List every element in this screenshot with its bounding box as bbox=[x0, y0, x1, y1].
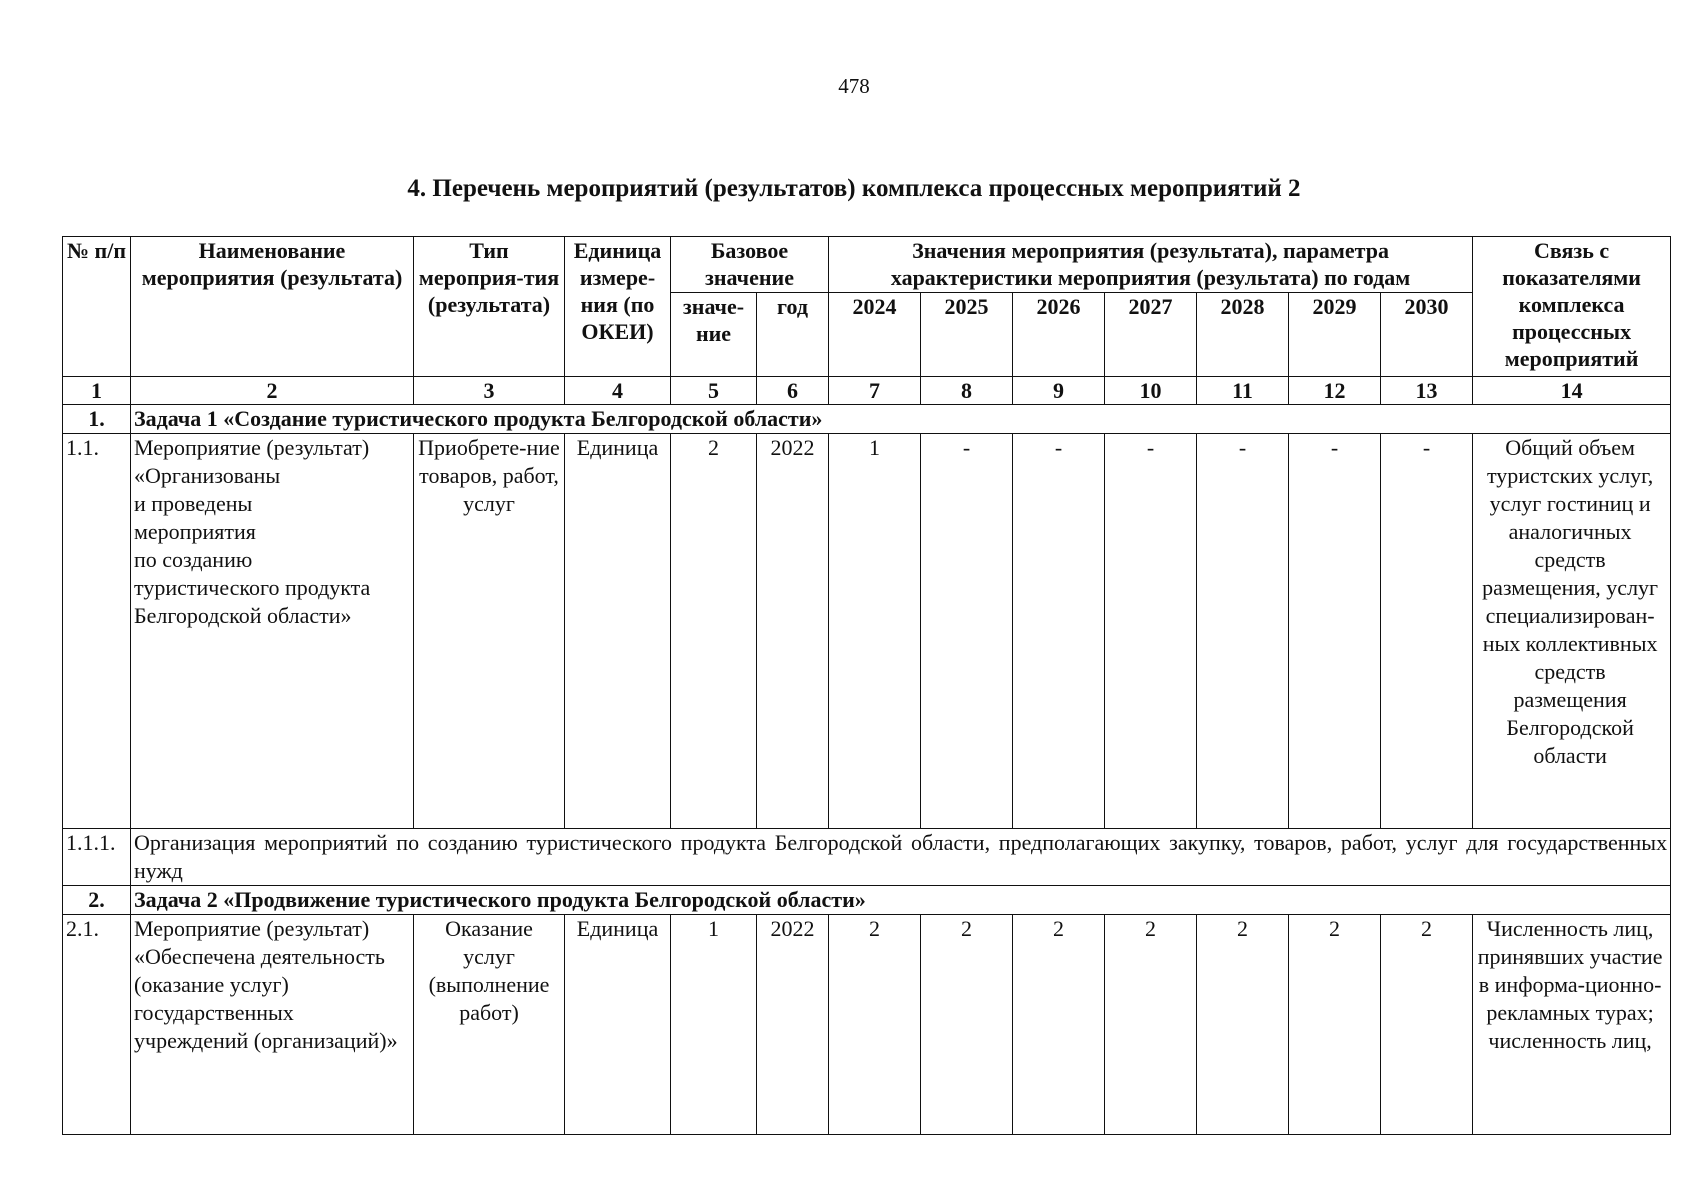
task-2-row bbox=[63, 886, 1671, 915]
year-value: 2 bbox=[1289, 915, 1381, 1135]
table-row-1-1 bbox=[63, 434, 1671, 829]
year-value: 2 bbox=[1197, 915, 1289, 1135]
header-unit: Единица измере-ния (по ОКЕИ) bbox=[565, 237, 671, 377]
table-row-1-1-1 bbox=[63, 829, 1671, 886]
header-base-value: значе-ние bbox=[671, 293, 757, 377]
year-value: 2 bbox=[1381, 915, 1473, 1135]
header-year: 2029 bbox=[1289, 293, 1381, 377]
year-value: 1 bbox=[829, 434, 921, 829]
year-value: - bbox=[1381, 434, 1473, 829]
year-value: - bbox=[1013, 434, 1105, 829]
measure-unit: Единица bbox=[565, 434, 671, 829]
activity-description: Организация мероприятий по созданию туристического продукта Белгородской области, предполагающих закупку, товаров, работ, услуг для государственных нужд bbox=[131, 829, 1671, 886]
col-number: 14 bbox=[1473, 377, 1671, 405]
task-title: Задача 2 «Продвижение туристического продукта Белгородской области» bbox=[131, 886, 1671, 915]
year-value: - bbox=[1289, 434, 1381, 829]
header-name: Наименование мероприятия (результата) bbox=[131, 237, 414, 377]
year-value: 2 bbox=[829, 915, 921, 1135]
indicator-link: Численность лиц, принявших участие в информа-ционно-рекламных турах; численность лиц, bbox=[1473, 915, 1671, 1135]
measure-name: Мероприятие (результат) «Организованы и проведены мероприятия по созданию туристического продукта Белгородской области» bbox=[131, 434, 414, 829]
col-number: 6 bbox=[757, 377, 829, 405]
measure-name: Мероприятие (результат) «Обеспечена деятельность (оказание услуг) государственных учреждений (организаций)» bbox=[131, 915, 414, 1135]
year-value: 2 bbox=[921, 915, 1013, 1135]
header-base: Базовое значение bbox=[671, 237, 829, 293]
year-value: 2 bbox=[1105, 915, 1197, 1135]
year-value: - bbox=[921, 434, 1013, 829]
col-number: 8 bbox=[921, 377, 1013, 405]
col-number: 1 bbox=[63, 377, 131, 405]
task-number: 2. bbox=[63, 886, 131, 915]
col-number: 9 bbox=[1013, 377, 1105, 405]
col-number: 10 bbox=[1105, 377, 1197, 405]
header-base-year: год bbox=[757, 293, 829, 377]
col-number: 2 bbox=[131, 377, 414, 405]
base-value: 1 bbox=[671, 915, 757, 1135]
col-number: 12 bbox=[1289, 377, 1381, 405]
header-values: Значения мероприятия (результата), параметра характеристики мероприятия (результата) по годам bbox=[829, 237, 1473, 293]
page-number: 478 bbox=[838, 74, 870, 98]
row-number: 1.1. bbox=[63, 434, 131, 829]
column-numbers-row bbox=[63, 377, 1671, 405]
header-num: № п/п bbox=[63, 237, 131, 377]
header-year: 2024 bbox=[829, 293, 921, 377]
table-row-2-1 bbox=[63, 915, 1671, 1135]
measure-unit: Единица bbox=[565, 915, 671, 1135]
header-year: 2027 bbox=[1105, 293, 1197, 377]
col-number: 11 bbox=[1197, 377, 1289, 405]
row-number: 1.1.1. bbox=[63, 829, 131, 886]
header-year: 2028 bbox=[1197, 293, 1289, 377]
base-value: 2 bbox=[671, 434, 757, 829]
row-number: 2.1. bbox=[63, 915, 131, 1135]
header-link: Связь с показателями комплекса процессных мероприятий bbox=[1473, 237, 1671, 377]
header-year: 2026 bbox=[1013, 293, 1105, 377]
base-year: 2022 bbox=[757, 434, 829, 829]
base-year: 2022 bbox=[757, 915, 829, 1135]
measures-table bbox=[62, 236, 1671, 1135]
header-year: 2025 bbox=[921, 293, 1013, 377]
year-value: - bbox=[1105, 434, 1197, 829]
task-number: 1. bbox=[63, 405, 131, 434]
year-value: 2 bbox=[1013, 915, 1105, 1135]
col-number: 7 bbox=[829, 377, 921, 405]
indicator-link: Общий объем туристских услуг, услуг гостиниц и аналогичных средств размещения, услуг специализирован-ных коллективных средств размещения Белгородской области bbox=[1473, 434, 1671, 829]
header-year: 2030 bbox=[1381, 293, 1473, 377]
col-number: 3 bbox=[414, 377, 565, 405]
col-number: 5 bbox=[671, 377, 757, 405]
col-number: 4 bbox=[565, 377, 671, 405]
year-value: - bbox=[1197, 434, 1289, 829]
col-number: 13 bbox=[1381, 377, 1473, 405]
header-row-1 bbox=[63, 237, 1671, 293]
header-type: Тип мероприя-тия (результата) bbox=[414, 237, 565, 377]
task-title: Задача 1 «Создание туристического продукта Белгородской области» bbox=[131, 405, 1671, 434]
task-1-row bbox=[63, 405, 1671, 434]
section-title: 4. Перечень мероприятий (результатов) комплекса процессных мероприятий 2 bbox=[407, 175, 1301, 202]
measure-type: Оказание услуг (выполнение работ) bbox=[414, 915, 565, 1135]
measure-type: Приобрете-ние товаров, работ, услуг bbox=[414, 434, 565, 829]
